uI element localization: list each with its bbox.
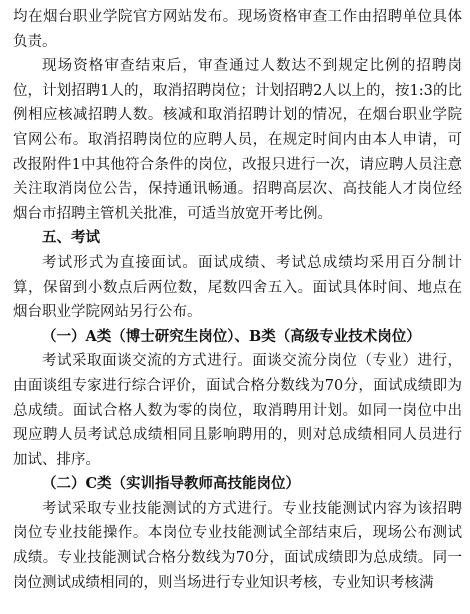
- paragraph-qualification-review: 现场资格审查结束后，审查通过人数达不到规定比例的招聘岗位，计划招聘1人的，取消招聘岗位；计划招聘2人以上的，按1:3的比例相应核减招聘人数。核减和取消招聘计划的情况，在烟台职业学院官网公布。取消招聘岗位的应聘人员，在规定时间内由本人申请，可改报附件1中其他符合条件的岗位，改报只进行一次，请应聘人员注意关注取消岗位公告，保持通讯畅通。招聘高层次、高技能人才岗位经烟台市招聘主管机关批准，可适当放宽开考比例。: [13, 58, 462, 222]
- paragraph-skill-test: 考试采取专业技能测试的方式进行。专业技能测试内容为该招聘岗位专业技能操作。本岗位专业技能测试全部结束后，现场公布测试成绩。专业技能测试合格分数线为70分，面试成绩即为总成绩。同一岗位测试成绩相同的，则当场进行专业知识考核，专业知识考核满: [13, 500, 462, 591]
- section-heading-exam: 五、考试: [42, 230, 100, 247]
- paragraph-continuation: 均在烟台职业学院官方网站发布。现场资格审查工作由招聘单位具体负责。: [13, 9, 462, 50]
- paragraph-exam-format: 考试形式为直接面试。面试成绩、考试总成绩均采用百分制计算，保留到小数点后两位数，尾数四舍五入。面试具体时间、地点在烟台职业学院网站另行公布。: [13, 254, 462, 321]
- paragraph-interview: 考试采取面谈交流的方式进行。面谈交流分岗位（专业）进行，由面谈组专家进行综合评价，面试合格分数线为70分，面试成绩即为总成绩。面试合格人数为零的岗位，取消聘用计划。如同一岗位中出现应聘人员考试总成绩相同且影响聘用的，则对总成绩相同人员进行加试、排序。: [13, 353, 462, 468]
- subsection-heading-c: （二）C类（实训指导教师高技能岗位）: [42, 475, 301, 493]
- subsection-heading-a-b: （一）A类（博士研究生岗位）、B类（高级专业技术岗位）: [42, 327, 421, 345]
